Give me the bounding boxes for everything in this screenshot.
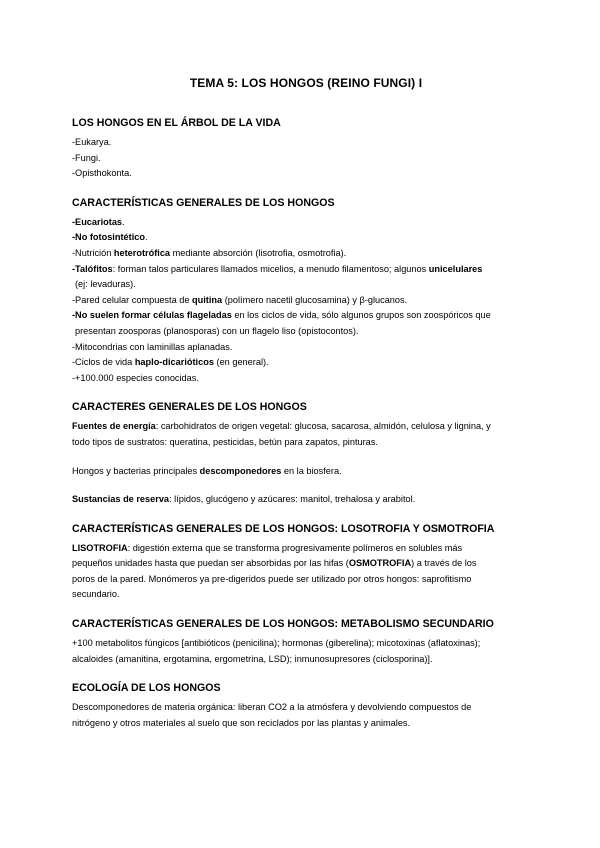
page-title: TEMA 5: LOS HONGOS (REINO FUNGI) I [189, 76, 423, 90]
text-line: -Pared celular compuesta de quitina (polímero nacetil glucosamina) y β-glucanos. [72, 294, 408, 305]
text-line: -Fungi. [72, 152, 101, 163]
text-line: -Eucariotas. [72, 216, 125, 227]
text-line: -No fotosintético. [72, 232, 148, 243]
text-line: -Opisthokonta. [72, 168, 132, 179]
text-line: Descomponedores de materia orgánica: liberan CO2 a la atmósfera y devolviendo compuestos de [72, 702, 472, 713]
text-line: -Nutrición heterotrófica mediante absorción (lisotrofia, osmotrofia). [72, 247, 347, 258]
section-tree-of-life [72, 117, 540, 182]
text-line: +100 metabolitos fúngicos [antibióticos (penicilina); hormonas (giberelina); micotoxinas (aflatoxinas); [72, 638, 481, 649]
text-line: -Eukarya. [72, 137, 112, 147]
text-line: Hongos y bacterias principales descomponedores en la biosfera. [72, 465, 342, 476]
section-heading: CARACTERÍSTICAS GENERALES DE LOS HONGOS [72, 196, 335, 209]
text-line: nitrógeno y otros materiales al suelo que son reciclados por las plantas y animales. [72, 717, 411, 728]
text-line: LISOTROFIA: digestión externa que se transforma progresivamente polímeros en solubles más [72, 542, 463, 553]
section-general-characters [72, 401, 540, 507]
text-line: Sustancias de reserva: lípidos, glucógeno y azúcares: manitol, trehalosa y arabitol. [72, 494, 416, 505]
text-line: -Talófitos: forman talos particulares llamados micelios, a menudo filamentoso; algunos unicelulares [72, 263, 483, 274]
section-lisotrofia-osmotrofia [72, 523, 540, 603]
text-line: alcaloides (amanitina, ergotamina, ergometrina, LSD); inmunosupresores (ciclosporina)]. [72, 653, 433, 664]
section-secondary-metabolism [72, 618, 540, 667]
text-line: presentan zoosporas (planosporas) con un flagelo liso (opistocontos). [75, 325, 359, 336]
section-heading: LOS HONGOS EN EL ÁRBOL DE LA VIDA [72, 117, 281, 129]
text-line: Fuentes de energía: carbohidratos de origen vegetal: glucosa, sacarosa, almidón, celulosa y lignina, y [72, 421, 491, 432]
text-line: (ej: levaduras). [75, 279, 136, 290]
section-heading: CARACTERÍSTICAS GENERALES DE LOS HONGOS: LOSOTROFIA Y OSMOTROFIA [72, 522, 495, 535]
text-line: todo tipos de sustratos: queratina, pesticidas, betún para zapatos, pinturas. [72, 436, 378, 447]
text-line: -No suelen formar células flageladas en los ciclos de vida, sólo algunos grupos son zoospóricos que [72, 310, 491, 321]
text-line: poros de la pared. Monómeros ya pre-digeridos puede ser utilizado por otros hongos: saprofitismo [72, 573, 472, 584]
text-line: secundario. [72, 589, 120, 600]
section-heading: CARACTERÍSTICAS GENERALES DE LOS HONGOS: METABOLISMO SECUNDARIO [72, 618, 494, 631]
section-heading: ECOLOGÍA DE LOS HONGOS [72, 682, 221, 695]
text-line: -Ciclos de vida haplo-dicarióticos (en general). [72, 357, 269, 368]
text-line: -Mitocondrias con laminillas aplanadas. [72, 341, 233, 352]
text-line: -+100.000 especies conocidas. [72, 372, 199, 383]
text-line: pequeños unidades hasta que puedan ser absorbidas por las hifas (OSMOTROFIA) a través de los [72, 558, 477, 569]
section-ecology [72, 682, 540, 731]
section-general-characteristics [72, 197, 540, 387]
section-heading: CARACTERES GENERALES DE LOS HONGOS [72, 401, 307, 414]
